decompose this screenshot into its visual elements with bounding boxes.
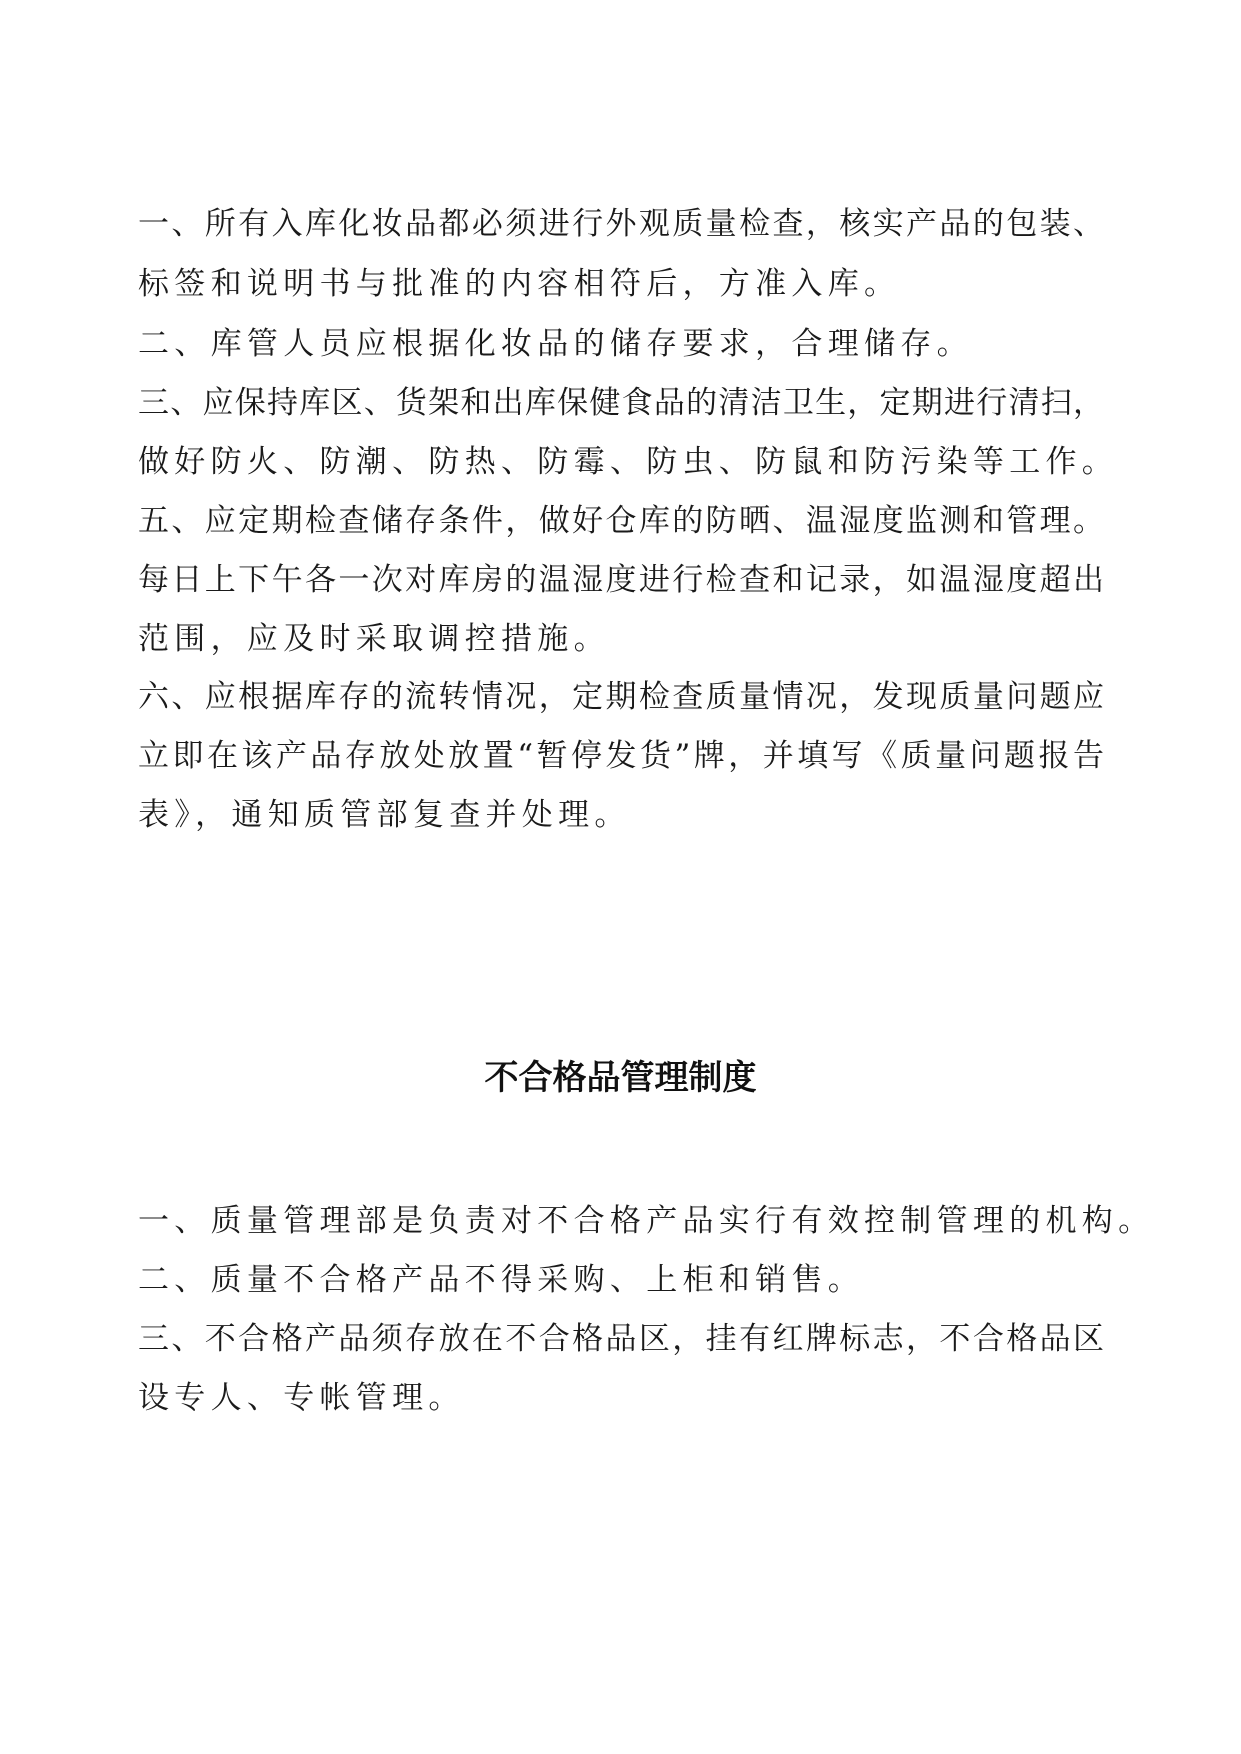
paragraph-line: 范围，应及时采取调控措施。 [138,621,610,657]
paragraph-line: 六、应根据库存的流转情况，定期检查质量情况，发现质量问题应 [138,679,1104,715]
paragraph-line: 二、质量不合格产品不得采购、上柜和销售。 [138,1262,864,1298]
paragraph-line: 做好防火、防潮、防热、防霉、防虫、防鼠和防污染等工作。 [138,444,1119,480]
paragraph-line: 标签和说明书与批准的内容相符后，方准入库。 [138,266,901,302]
paragraph-line: 三、不合格产品须存放在不合格品区，挂有红牌标志，不合格品区 [138,1321,1104,1357]
paragraph-line: 立即在该产品存放处放置“暂停发货”牌，并填写《质量问题报告 [138,738,1104,774]
paragraph-line: 每日上下午各一次对库房的温湿度进行检查和记录，如温湿度超出 [138,562,1104,598]
section-title: 不合格品管理制度 [484,1058,757,1098]
paragraph-line: 二、库管人员应根据化妆品的储存要求，合理储存。 [138,326,973,362]
paragraph-line: 一、质量管理部是负责对不合格产品实行有效控制管理的机构。 [138,1203,1155,1239]
paragraph-line: 设专人、专帐管理。 [138,1380,465,1416]
paragraph-line: 三、应保持库区、货架和出库保健食品的清洁卫生，定期进行清扫， [138,385,1104,421]
paragraph-line: 五、应定期检查储存条件，做好仓库的防晒、温湿度监测和管理。 [138,503,1104,539]
paragraph-line: 一、所有入库化妆品都必须进行外观质量检查，核实产品的包装、 [138,206,1104,242]
paragraph-line: 表》，通知质管部复查并处理。 [138,797,631,833]
